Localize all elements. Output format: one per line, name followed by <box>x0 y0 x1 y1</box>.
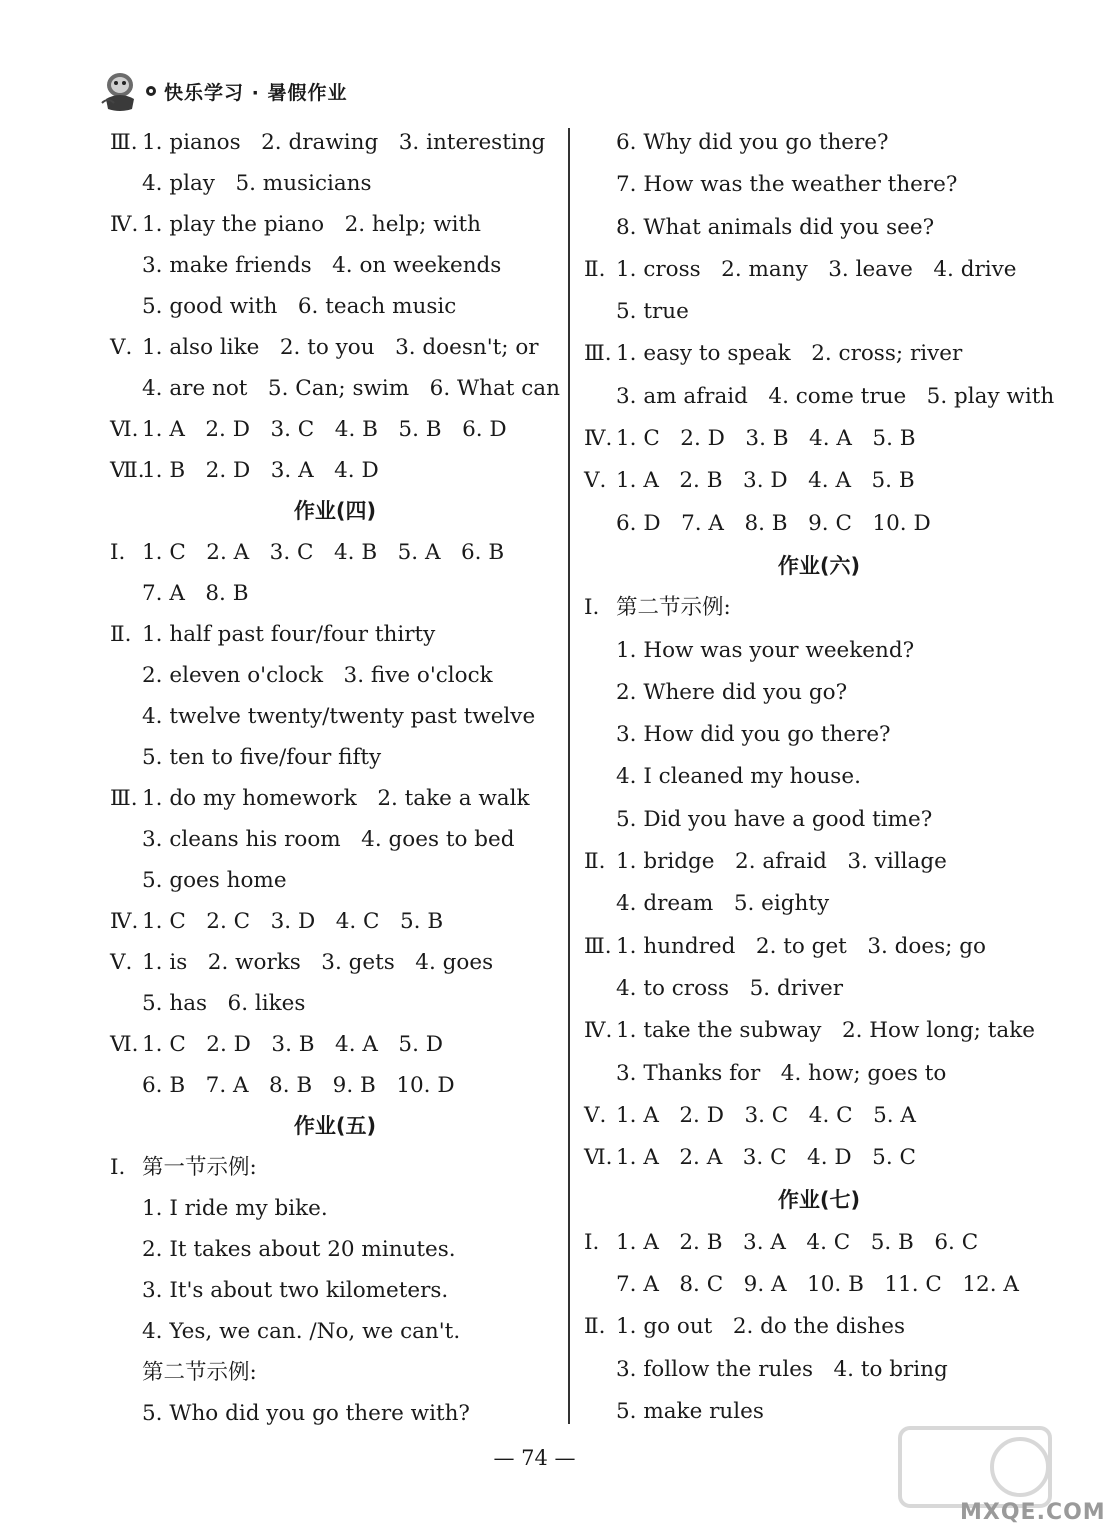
answer-text: 5. ten to five/four fifty <box>142 745 382 770</box>
answer-line <box>110 1270 560 1311</box>
answer-text: 1. half past four/four thirty <box>142 622 436 647</box>
answer-line <box>110 245 560 286</box>
answer-text: 7. A 8. C 9. A 10. B 11. C 12. A <box>616 1272 1019 1298</box>
answer-line <box>110 163 560 204</box>
answer-line <box>584 333 1054 375</box>
answer-line <box>584 1137 1054 1179</box>
question-number: Ⅶ. <box>110 458 145 483</box>
answer-text: 8. What animals did you see? <box>616 214 935 240</box>
answer-line <box>110 696 560 737</box>
answer-text: 6. B 7. A 8. B 9. B 10. D <box>142 1073 455 1098</box>
answer-line <box>110 614 560 655</box>
answer-text: 1. cross 2. many 3. leave 4. drive <box>616 256 1017 282</box>
page-header <box>98 66 347 116</box>
answer-text: 3. It's about two kilometers. <box>142 1278 449 1303</box>
question-number: Ⅰ. <box>584 595 600 621</box>
answer-line <box>110 942 560 983</box>
answer-text: 7. How was the weather there? <box>616 172 958 198</box>
answer-line <box>110 204 560 245</box>
answer-line <box>584 672 1054 714</box>
answer-line <box>584 841 1054 883</box>
answer-line <box>110 860 560 901</box>
answer-line <box>584 1053 1054 1095</box>
answer-text: 3. make friends 4. on weekends <box>142 253 502 278</box>
section-title: 作业(五) <box>293 1114 377 1138</box>
answer-text: 1. A 2. D 3. C 4. C 5. A <box>616 1102 916 1128</box>
answer-line <box>110 368 560 409</box>
section-title: 作业(七) <box>777 1188 861 1213</box>
answer-line <box>584 1010 1054 1052</box>
answer-line <box>110 737 560 778</box>
question-number: Ⅲ. <box>584 933 612 959</box>
question-number: Ⅰ. <box>584 1229 600 1255</box>
question-number: Ⅲ. <box>110 786 138 811</box>
answer-line <box>110 1188 560 1229</box>
question-number: Ⅲ. <box>584 341 612 367</box>
answer-line <box>110 286 560 327</box>
answer-text: 1. bridge 2. afraid 3. village <box>616 849 947 875</box>
answer-text: 2. eleven o'clock 3. five o'clock <box>142 663 493 688</box>
answer-line <box>584 630 1054 672</box>
header-bullet-icon <box>146 86 156 96</box>
question-number: Ⅴ. <box>110 335 133 360</box>
answer-line <box>110 450 560 491</box>
answer-line <box>584 756 1054 798</box>
answer-text: 3. Thanks for 4. how; goes to <box>616 1060 947 1086</box>
answer-line <box>584 164 1054 206</box>
left-answer-column <box>110 122 560 1434</box>
answer-line <box>584 460 1054 502</box>
answer-text: 1. I ride my bike. <box>142 1196 328 1221</box>
question-number: Ⅱ. <box>584 849 606 875</box>
answer-text: 第二节示例: <box>142 1360 257 1385</box>
answer-text: 5. good with 6. teach music <box>142 294 457 319</box>
answer-text: 2. It takes about 20 minutes. <box>142 1237 456 1262</box>
answer-line <box>110 1352 560 1393</box>
mascot-logo-icon <box>98 69 140 113</box>
answer-line <box>110 655 560 696</box>
answer-line <box>110 778 560 819</box>
answer-text: 4. to cross 5. driver <box>616 975 844 1001</box>
answer-line <box>584 503 1054 545</box>
watermark-text: MXQE.COM <box>960 1500 1106 1525</box>
answer-text: 第一节示例: <box>142 1155 257 1180</box>
answer-text: 1. go out 2. do the dishes <box>616 1314 906 1340</box>
answer-text: 5. true <box>616 299 689 325</box>
answer-text: 3. How did you go there? <box>616 722 891 748</box>
section-title: 作业(六) <box>777 553 861 578</box>
question-number: Ⅳ. <box>110 909 139 934</box>
answer-text: 1. pianos 2. drawing 3. interesting <box>142 130 546 155</box>
answer-line <box>110 1065 560 1106</box>
answer-text: 6. D 7. A 8. B 9. C 10. D <box>616 510 931 536</box>
answer-text: 1. C 2. D 3. B 4. A 5. D <box>142 1032 443 1057</box>
answer-line <box>584 207 1054 249</box>
answer-text: 3. follow the rules 4. to bring <box>616 1356 948 1382</box>
answer-line <box>110 819 560 860</box>
question-number: Ⅳ. <box>110 212 139 237</box>
answer-line <box>110 1024 560 1065</box>
answer-line <box>584 1264 1054 1306</box>
answer-text: 3. cleans his room 4. goes to bed <box>142 827 515 852</box>
answer-text: 4. dream 5. eighty <box>616 891 830 917</box>
answer-text: 4. play 5. musicians <box>142 171 372 196</box>
answer-text: 5. Who did you go there with? <box>142 1401 470 1426</box>
answer-line <box>584 714 1054 756</box>
answer-text: 1. C 2. C 3. D 4. C 5. B <box>142 909 444 934</box>
question-number: Ⅰ. <box>110 1155 126 1180</box>
answer-text: 1. is 2. works 3. gets 4. goes <box>142 950 494 975</box>
answer-line <box>584 1095 1054 1137</box>
question-number: Ⅴ. <box>584 468 607 494</box>
answer-line <box>584 376 1054 418</box>
answer-text: 5. make rules <box>616 1398 764 1424</box>
question-number: Ⅲ. <box>110 130 138 155</box>
question-number: Ⅳ. <box>584 426 613 452</box>
answer-text: 1. A 2. A 3. C 4. D 5. C <box>616 1145 916 1171</box>
answer-text: 5. Did you have a good time? <box>616 806 933 832</box>
answer-line <box>110 1311 560 1352</box>
answer-text: 1. hundred 2. to get 3. does; go <box>616 933 986 959</box>
question-number: Ⅴ. <box>110 950 133 975</box>
answer-text: 第二节示例: <box>616 595 731 621</box>
answer-text: 5. has 6. likes <box>142 991 306 1016</box>
answer-text: 4. twelve twenty/twenty past twelve <box>142 704 536 729</box>
question-number: Ⅴ. <box>584 1102 607 1128</box>
right-answer-column <box>584 122 1054 1433</box>
question-number: Ⅱ. <box>584 1314 606 1340</box>
answer-line <box>584 926 1054 968</box>
answer-line <box>110 409 560 450</box>
answer-line <box>584 587 1054 629</box>
answer-line <box>110 122 560 163</box>
answer-text: 1. do my homework 2. take a walk <box>142 786 530 811</box>
answer-line <box>110 573 560 614</box>
question-number: Ⅱ. <box>584 256 606 282</box>
answer-text: 1. also like 2. to you 3. doesn't; or <box>142 335 539 360</box>
answer-text: 1. B 2. D 3. A 4. D <box>142 458 379 483</box>
answer-line <box>110 983 560 1024</box>
answer-text: 1. C 2. D 3. B 4. A 5. B <box>616 426 916 452</box>
answer-text: 1. play the piano 2. help; with <box>142 212 481 237</box>
answer-text: 1. How was your weekend? <box>616 637 915 663</box>
answer-text: 4. Yes, we can. /No, we can't. <box>142 1319 461 1344</box>
answer-line <box>584 418 1054 460</box>
answer-line <box>110 1147 560 1188</box>
question-number: Ⅵ. <box>110 417 139 442</box>
answer-text: 3. am afraid 4. come true 5. play with <box>616 383 1055 409</box>
column-divider <box>568 128 570 1424</box>
answer-text: 1. C 2. A 3. C 4. B 5. A 6. B <box>142 540 505 565</box>
header-title: 快乐学习 · 暑假作业 <box>164 81 348 104</box>
answer-text: 1. easy to speak 2. cross; river <box>616 341 963 367</box>
answer-line <box>110 532 560 573</box>
answer-line <box>110 1393 560 1434</box>
answer-line <box>584 883 1054 925</box>
answer-text: 4. I cleaned my house. <box>616 764 861 790</box>
answer-line <box>110 327 560 368</box>
answer-line <box>584 249 1054 291</box>
answer-text: 4. are not 5. Can; swim 6. What can <box>142 376 560 401</box>
answer-line <box>110 901 560 942</box>
answer-line <box>584 799 1054 841</box>
answer-text: 1. A 2. D 3. C 4. B 5. B 6. D <box>142 417 507 442</box>
question-number: Ⅵ. <box>584 1145 613 1171</box>
answer-text: 6. Why did you go there? <box>616 130 889 155</box>
answer-text: 1. A 2. B 3. A 4. C 5. B 6. C <box>616 1229 979 1255</box>
answer-line <box>584 1349 1054 1391</box>
answer-text: 1. take the subway 2. How long; take <box>616 1018 1035 1044</box>
question-number: Ⅵ. <box>110 1032 139 1057</box>
answer-line <box>584 1222 1054 1264</box>
question-number: Ⅳ. <box>584 1018 613 1044</box>
answer-text: 1. A 2. B 3. D 4. A 5. B <box>616 468 915 494</box>
answer-line <box>584 122 1054 164</box>
section-title: 作业(四) <box>293 499 377 523</box>
page-number: — 74 — <box>493 1446 576 1470</box>
question-number: Ⅰ. <box>110 540 126 565</box>
answer-text: 5. goes home <box>142 868 287 893</box>
question-number: Ⅱ. <box>110 622 132 647</box>
answer-line <box>584 1306 1054 1348</box>
answer-text: 7. A 8. B <box>142 581 249 606</box>
answer-text: 2. Where did you go? <box>616 679 848 705</box>
answer-line <box>584 291 1054 333</box>
answer-line <box>584 968 1054 1010</box>
answer-line <box>110 1229 560 1270</box>
